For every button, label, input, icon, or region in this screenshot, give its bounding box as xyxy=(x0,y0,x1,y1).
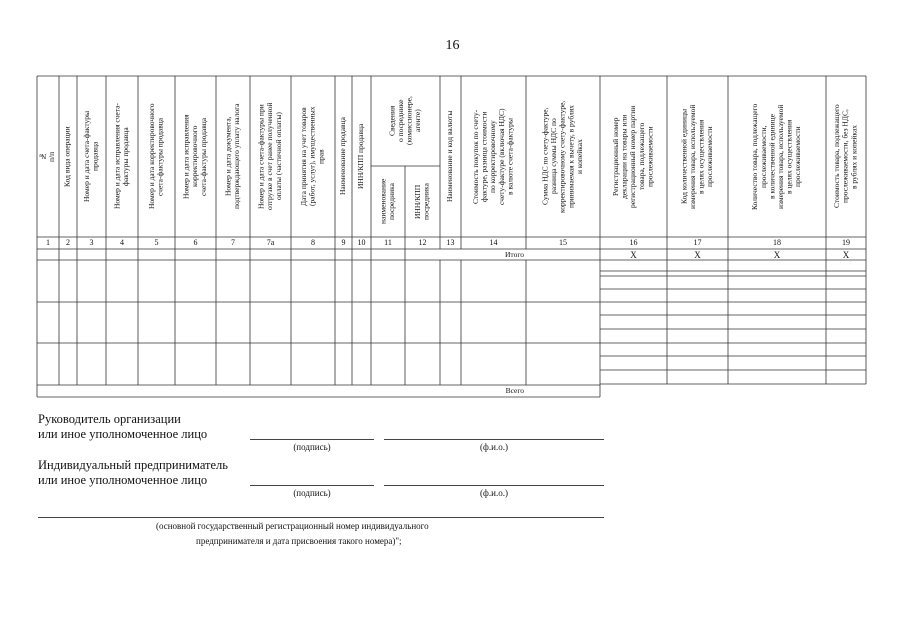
ip-name-line[interactable] xyxy=(384,485,604,486)
column-number: 16 xyxy=(629,238,638,247)
column-number: 9 xyxy=(341,238,346,247)
column-number: 11 xyxy=(384,238,392,247)
column-number: 12 xyxy=(418,238,427,247)
column-header: Количество товара, подлежащего прослеживаемости, в количественной единице измерения товара, используемой в целях осуществления прослеживаемости xyxy=(750,103,803,210)
x-mark: X xyxy=(630,250,637,260)
ip-name-caption: (ф.и.о.) xyxy=(480,488,508,498)
column-header: Код вида операции xyxy=(62,126,72,187)
column-header: Дата принятия на учет товаров (работ, услуг), имущественных прав xyxy=(299,106,326,207)
column-number: 8 xyxy=(311,238,315,247)
column-header: наименование посредника xyxy=(378,178,396,225)
head-name-caption: (ф.и.о.) xyxy=(480,442,508,452)
x-mark: X xyxy=(842,250,850,260)
head-signature-label: Руководитель организации или иное уполномоченное лицо xyxy=(38,412,208,441)
ip-signature-label: Индивидуальный предприниматель или иное уполномоченное лицо xyxy=(38,458,228,487)
column-header: Номер и дата счета-фактуры при отгрузке в счет ранее полученной оплаты (частичной оплаты) xyxy=(256,102,283,211)
ogrnip-line[interactable] xyxy=(38,517,604,518)
intermediary-group-header: Сведения о посреднике (комиссионере, агенте) xyxy=(387,96,423,146)
column-header: Регистрационный номер декларации на товары или регистрационный номер партии товара, подлежащего прослеживаемости xyxy=(611,105,655,208)
vsego-label: Всего xyxy=(505,386,524,395)
itogo-label: Итого xyxy=(505,250,524,259)
column-number: 13 xyxy=(446,238,455,247)
head-signature-line[interactable] xyxy=(250,439,374,440)
column-number: 18 xyxy=(773,238,781,247)
column-number: 14 xyxy=(489,238,498,247)
column-number: 7 xyxy=(231,238,235,247)
column-number: 4 xyxy=(120,238,124,247)
column-header: № п/п xyxy=(38,151,56,162)
column-number: 15 xyxy=(559,238,567,247)
column-header: Номер и дата исправления счета- фактуры продавца xyxy=(112,103,130,210)
ip-signature-line[interactable] xyxy=(250,485,374,486)
column-header: Номер и дата исправления корректировочного счета-фактуры продавца xyxy=(181,114,208,199)
column-number: 3 xyxy=(89,238,94,247)
column-number: 6 xyxy=(193,238,198,247)
column-header: Стоимость покупок по счету- фактуре, разница стоимости по корректировочному счету-фактуре (включая НДС) в валюте счета-фактуры xyxy=(471,108,515,205)
column-number: 5 xyxy=(154,238,159,247)
footnote-line-2: предпринимателя и дата присвоения такого номера)"; xyxy=(196,536,402,546)
column-header: Номер и дата документа, подтверждающего уплату налога xyxy=(223,103,241,210)
column-header: Наименование продавца xyxy=(338,117,348,196)
column-header: ИНН/КПП посредника xyxy=(412,183,431,220)
column-number: 2 xyxy=(66,238,70,247)
column-header: Наименование и код валюты xyxy=(445,110,455,203)
column-number: 19 xyxy=(842,238,850,247)
head-sign-caption: (подпись) xyxy=(293,442,331,452)
page-number: 16 xyxy=(445,38,460,53)
column-number: 17 xyxy=(693,238,702,247)
x-mark: X xyxy=(773,250,781,260)
column-number: 1 xyxy=(46,238,50,247)
column-header: Сумма НДС по счету-фактуре, разница суммы НДС по корректировочному счету-фактуре, принимаемая к вычету, в рублях и копейках xyxy=(540,100,584,213)
column-number: 10 xyxy=(357,238,366,247)
column-header: Стоимость товара, подлежащего прослеживаемости, без НДС, в рублях и копейках xyxy=(832,104,859,209)
column-header: Номер и дата корректировочного счета-фактуры продавца xyxy=(146,103,165,210)
column-header: Код количественной единицы измерения товара, используемой в целях осуществления прослеживаемости xyxy=(679,104,715,209)
head-name-line[interactable] xyxy=(384,439,604,440)
footnote-line-1: (основной государственный регистрационный номер индивидуального xyxy=(156,521,429,531)
column-header: Номер и дата счета-фактуры продавца xyxy=(81,110,100,203)
column-header: ИНН/КПП продавца xyxy=(356,123,366,190)
ip-sign-caption: (подпись) xyxy=(293,488,331,498)
column-number: 7а xyxy=(266,238,275,247)
x-mark: X xyxy=(694,250,701,260)
